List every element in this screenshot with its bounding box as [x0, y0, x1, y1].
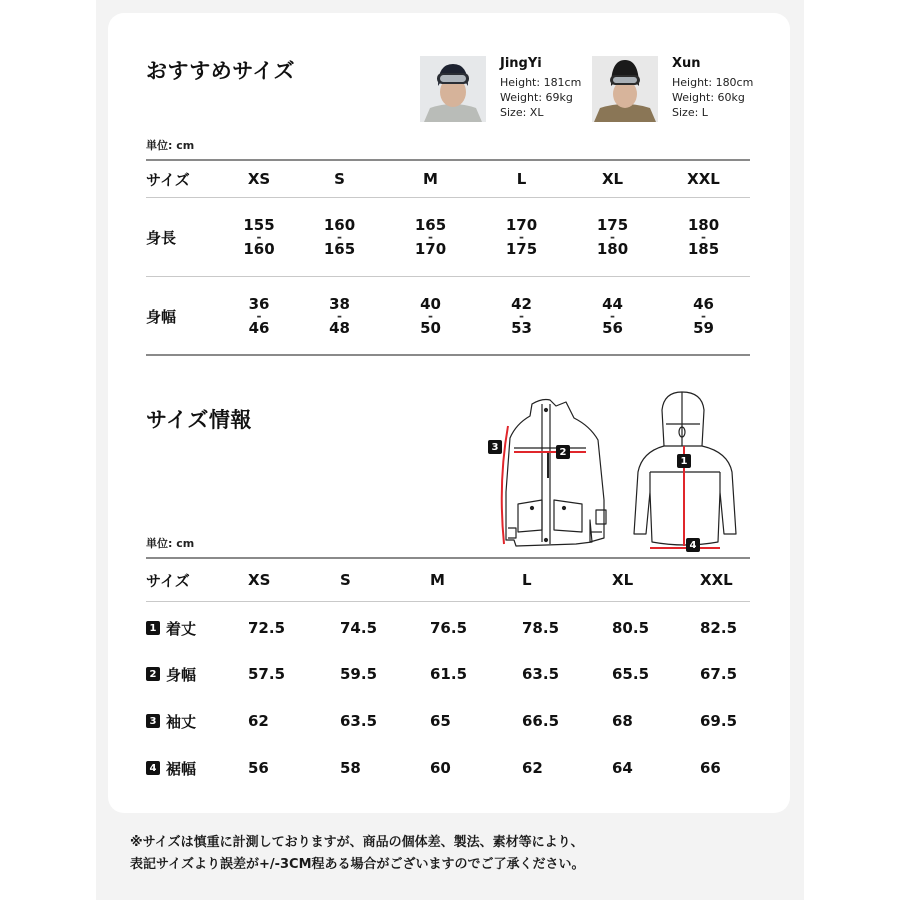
size-col-xl: XL	[612, 571, 634, 589]
unit-label: 単位: cm	[146, 139, 195, 152]
disclaimer-line-1: ※サイズは慎重に計測しておりますが、商品の個体差、製法、素材等により、	[130, 835, 584, 850]
measure-badge-2: 2	[556, 445, 570, 459]
value-cell: 65.5	[612, 665, 650, 683]
model-size: Size: L	[672, 106, 708, 119]
range-cell: 46 - 59	[693, 295, 714, 337]
size-col-xs: XS	[248, 571, 271, 589]
value-cell: 63.5	[340, 712, 378, 730]
range-cell: 165 - 170	[414, 216, 447, 258]
size-info-table-header	[146, 559, 750, 601]
model-photo-jingyi	[420, 56, 486, 122]
range-cell: 40 - 50	[420, 295, 441, 337]
measure-badge-2: 2	[146, 667, 160, 681]
size-col-s: S	[334, 170, 345, 188]
row-label-hem: 4 裾幅	[146, 758, 224, 779]
model-height: Height: 181cm	[500, 76, 582, 89]
header-size-label: サイズ	[146, 170, 190, 189]
recommended-size-title: おすすめサイズ	[146, 59, 296, 83]
value-cell: 80.5	[612, 619, 650, 637]
table-row-chest	[146, 277, 750, 355]
table-row-hem	[146, 750, 750, 786]
size-col-xxl: XXL	[687, 170, 720, 188]
value-cell: 82.5	[700, 619, 738, 637]
value-cell: 59.5	[340, 665, 378, 683]
table-row-length	[146, 610, 750, 646]
jacket-front-diagram	[486, 392, 614, 552]
range-cell: 170 - 175	[505, 216, 538, 258]
size-col-s: S	[340, 571, 351, 589]
range-cell: 42 - 53	[511, 295, 532, 337]
model-info-xun	[672, 56, 782, 120]
size-col-xxl: XXL	[700, 571, 733, 589]
model-name: JingYi	[500, 56, 542, 71]
value-cell: 65	[430, 712, 451, 730]
model-height: Height: 180cm	[672, 76, 754, 89]
model-card-jingyi	[420, 56, 610, 122]
row-label-chest: 身幅	[146, 307, 177, 326]
value-cell: 58	[340, 759, 361, 777]
value-cell: 56	[248, 759, 269, 777]
measure-badge-4: 4	[686, 538, 700, 552]
value-cell: 57.5	[248, 665, 286, 683]
range-cell: 38 - 48	[329, 295, 350, 337]
value-cell: 62	[248, 712, 269, 730]
value-cell: 62	[522, 759, 543, 777]
measure-badge-1: 1	[146, 621, 160, 635]
table-row-sleeve	[146, 703, 750, 739]
value-cell: 66	[700, 759, 721, 777]
table-rule	[146, 601, 750, 602]
model-weight: Weight: 69kg	[500, 91, 573, 104]
model-photo-xun	[592, 56, 658, 122]
model-card-xun	[592, 56, 782, 122]
size-col-xs: XS	[247, 170, 271, 188]
size-col-xl: XL	[601, 170, 624, 188]
value-cell: 68	[612, 712, 633, 730]
measure-badge-4: 4	[146, 761, 160, 775]
table-bottom-rule	[146, 354, 750, 356]
value-cell: 67.5	[700, 665, 738, 683]
value-cell: 69.5	[700, 712, 738, 730]
size-col-l: L	[516, 170, 527, 188]
range-cell: 160 - 165	[323, 216, 356, 258]
unit-label: 単位: cm	[146, 537, 195, 550]
model-size: Size: XL	[500, 106, 544, 119]
jacket-back-diagram	[630, 388, 740, 554]
measure-badge-3: 3	[146, 714, 160, 728]
model-name: Xun	[672, 56, 701, 71]
disclaimer-note	[130, 832, 585, 876]
header-size-label: サイズ	[146, 571, 190, 590]
row-label-sleeve: 3 袖丈	[146, 711, 224, 732]
recommended-table-header	[146, 161, 750, 197]
value-cell: 78.5	[522, 619, 560, 637]
value-cell: 76.5	[430, 619, 468, 637]
size-info-title: サイズ情報	[146, 408, 252, 432]
disclaimer-line-2: 表記サイズより誤差が+/-3CM程ある場合がございますのでご了承ください。	[130, 857, 585, 872]
row-label-chest-width: 2 身幅	[146, 664, 224, 685]
row-label-length: 1 着丈	[146, 618, 224, 639]
range-cell: 180 - 185	[687, 216, 720, 258]
value-cell: 66.5	[522, 712, 560, 730]
value-cell: 60	[430, 759, 451, 777]
size-col-m: M	[430, 571, 445, 589]
measure-badge-1: 1	[677, 454, 691, 468]
value-cell: 64	[612, 759, 633, 777]
size-col-m: M	[423, 170, 438, 188]
size-col-l: L	[522, 571, 532, 589]
range-cell: 155 - 160	[243, 216, 275, 258]
value-cell: 72.5	[248, 619, 286, 637]
measure-badge-3: 3	[488, 440, 502, 454]
table-row-height	[146, 198, 750, 276]
value-cell: 63.5	[522, 665, 560, 683]
value-cell: 61.5	[430, 665, 468, 683]
range-cell: 44 - 56	[602, 295, 623, 337]
range-cell: 36 - 46	[248, 295, 270, 337]
range-cell: 175 - 180	[596, 216, 629, 258]
value-cell: 74.5	[340, 619, 378, 637]
model-weight: Weight: 60kg	[672, 91, 745, 104]
table-row-chest-width	[146, 656, 750, 692]
row-label-height: 身長	[146, 228, 177, 247]
